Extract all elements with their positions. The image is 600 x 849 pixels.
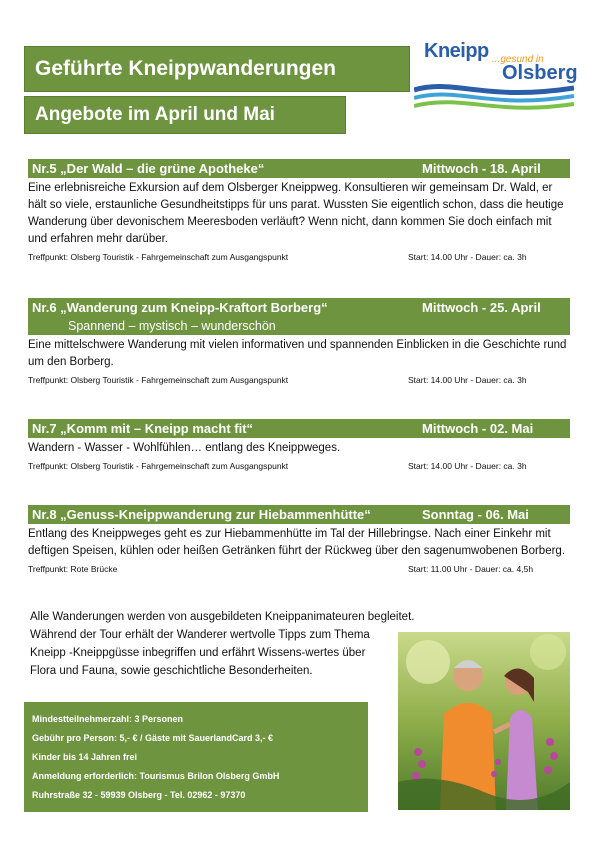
offer-title: Nr.8 „Genuss-Kneippwanderung zur Hiebammenhütte“ xyxy=(32,507,371,522)
offer-meta xyxy=(28,459,570,473)
info-registration: Anmeldung erforderlich: Tourismus Brilon Olsberg GmbH xyxy=(32,771,280,781)
info-kids: Kinder bis 14 Jahren frei xyxy=(32,752,138,762)
offer-header xyxy=(28,419,570,438)
offer-start-time: Start: 14.00 Uhr - Dauer: ca. 3h xyxy=(408,375,527,385)
info-min-participants: Mindestteilnehmerzahl: 3 Personen xyxy=(32,714,184,724)
offer-tagline: Spannend – mystisch – wunderschön xyxy=(28,317,570,335)
offer-meeting-point: Treffpunkt: Olsberg Touristik - Fahrgemeinschaft zum Ausgangspunkt xyxy=(28,252,289,262)
offer-date: Mittwoch - 02. Mai xyxy=(422,421,534,436)
offer-meeting-point: Treffpunkt: Olsberg Touristik - Fahrgemeinschaft zum Ausgangspunkt xyxy=(28,461,289,471)
offer-header xyxy=(28,298,570,317)
closing-text xyxy=(30,608,415,680)
page-title: Geführte Kneippwanderungen xyxy=(24,46,410,92)
logo-wave-icon xyxy=(414,80,574,116)
offer-description: Eine mittelschwere Wanderung mit vielen informativen und spannenden Einblicken in die Geschichte rund um den Borberg. xyxy=(28,339,567,368)
logo-tagline: ...gesund in xyxy=(492,54,544,65)
info-fee: Gebühr pro Person: 5,- € / Gäste mit SauerlandCard 3,- € xyxy=(32,733,274,743)
offer-nr5 xyxy=(28,159,570,264)
offer-date: Mittwoch - 25. April xyxy=(422,300,541,315)
offer-start-time: Start: 14.00 Uhr - Dauer: ca. 3h xyxy=(408,252,527,262)
logo-word-olsberg: Olsberg xyxy=(502,62,578,84)
offer-nr7 xyxy=(28,419,570,473)
offer-start-time: Start: 14.00 Uhr - Dauer: ca. 3h xyxy=(408,461,527,471)
info-address: Ruhrstraße 32 - 59939 Olsberg - Tel. 02962 - 97370 xyxy=(32,790,246,800)
offer-meeting-point: Treffpunkt: Olsberg Touristik - Fahrgemeinschaft zum Ausgangspunkt xyxy=(28,375,289,385)
offer-date: Sonntag - 06. Mai xyxy=(422,507,529,522)
offer-nr8 xyxy=(28,505,570,576)
hikers-photo-illustration xyxy=(398,632,570,810)
offer-meeting-point: Treffpunkt: Rote Brücke xyxy=(28,564,118,574)
offer-description: Wandern - Wasser - Wohlfühlen… entlang des Kneippweges. xyxy=(28,442,341,454)
offer-header xyxy=(28,505,570,524)
logo-word-kneipp: Kneipp xyxy=(424,40,489,62)
info-box xyxy=(24,702,368,812)
offer-nr6 xyxy=(28,298,570,387)
offer-date: Mittwoch - 18. April xyxy=(422,161,541,176)
offer-meta xyxy=(28,562,570,576)
offer-title: Nr.5 „Der Wald – die grüne Apotheke“ xyxy=(32,161,265,176)
hikers-photo xyxy=(398,632,570,810)
offer-description: Entlang des Kneippweges geht es zur Hiebammenhütte im Tal der Hillebringse. Nach einer Einkehr mit deftigen Speisen, kühlen oder heißen Getränken führt der Rückweg über den sagenumwobenen Borberg. xyxy=(28,528,566,557)
offer-description: Eine erlebnisreiche Exkursion auf dem Olsberger Kneippweg. Konsultieren wir gemeinsam Dr. Wald, er hält so viele, erstaunliche Gesundheitstipps für uns parat. Wussten Sie eigentlich schon, dass die heutige Wanderung über devonischem Meeresboden verläuft? Wenn nicht, dann kommen Sie doch einfach mit und erfahren mehr darüber. xyxy=(28,182,564,245)
offer-meta xyxy=(28,373,570,387)
kneipp-olsberg-logo xyxy=(414,40,578,116)
page-subtitle: Angebote im April und Mai xyxy=(24,96,346,134)
offer-start-time: Start: 11.00 Uhr - Dauer: ca. 4,5h xyxy=(408,564,534,574)
offer-title: Nr.7 „Komm mit – Kneipp macht fit“ xyxy=(32,421,254,436)
closing-line-2: Während der Tour erhält der Wanderer wertvolle Tipps zum Thema Kneipp -Kneippgüsse inbegriffen und erfährt Wissens-wertes über Flora und Fauna, sowie geschichtliche Besonderheiten. xyxy=(30,629,370,677)
offer-meta xyxy=(28,250,570,264)
closing-line-1: Alle Wanderungen werden von ausgebildeten Kneippanimateuren begleitet. xyxy=(30,611,415,623)
offer-header xyxy=(28,159,570,178)
offer-title: Nr.6 „Wanderung zum Kneipp-Kraftort Borberg“ xyxy=(32,300,328,315)
